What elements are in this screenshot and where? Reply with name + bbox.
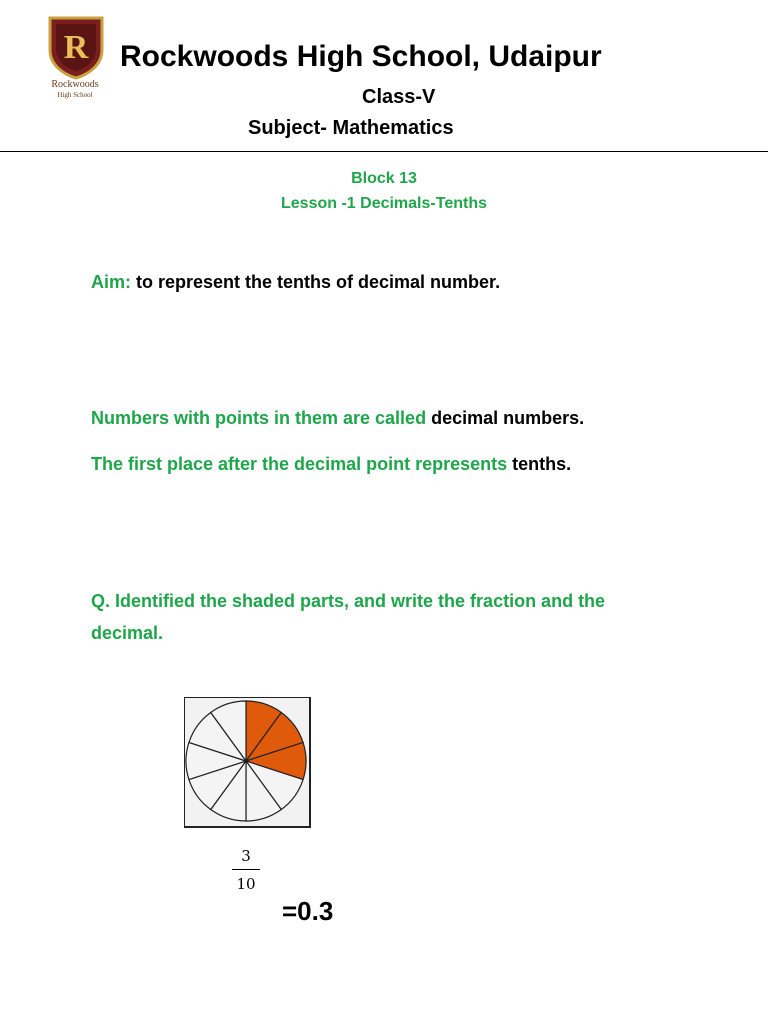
crest-letter: R [63,29,89,66]
aim-label: Aim: [91,272,131,292]
question-line-1: Q. Identified the shaded parts, and write the fraction and the [91,591,606,611]
definition-decimal-numbers [91,408,584,429]
block-title: Block 13 [351,170,417,187]
logo-subtitle: High School [57,91,93,99]
definition-tenths [91,454,571,475]
fraction-denominator: 10 [236,875,256,893]
definition-term: tenths. [512,454,572,474]
aim-statement [91,272,500,293]
definition-term: decimal numbers. [431,408,585,428]
lesson-title: Lesson -1 Decimals-Tenths [281,195,487,212]
question-line-2: decimal. [91,623,164,643]
school-name: Rockwoods High School, Udaipur [120,40,602,73]
definition-text: The first place after the decimal point represents [91,454,513,474]
subject-label: Subject- Mathematics [248,117,454,139]
header-divider [0,151,768,152]
class-label: Class-V [362,86,436,108]
fraction-answer [232,846,260,894]
logo-name: Rockwoods [51,79,99,90]
definition-text: Numbers with points in them are called [91,408,432,428]
fraction-bar [232,869,260,870]
fraction-circle-figure [184,697,312,829]
aim-text: to represent the tenths of decimal number. [131,272,501,292]
decimal-answer: =0.3 [282,896,334,926]
fraction-numerator: 3 [241,847,251,865]
